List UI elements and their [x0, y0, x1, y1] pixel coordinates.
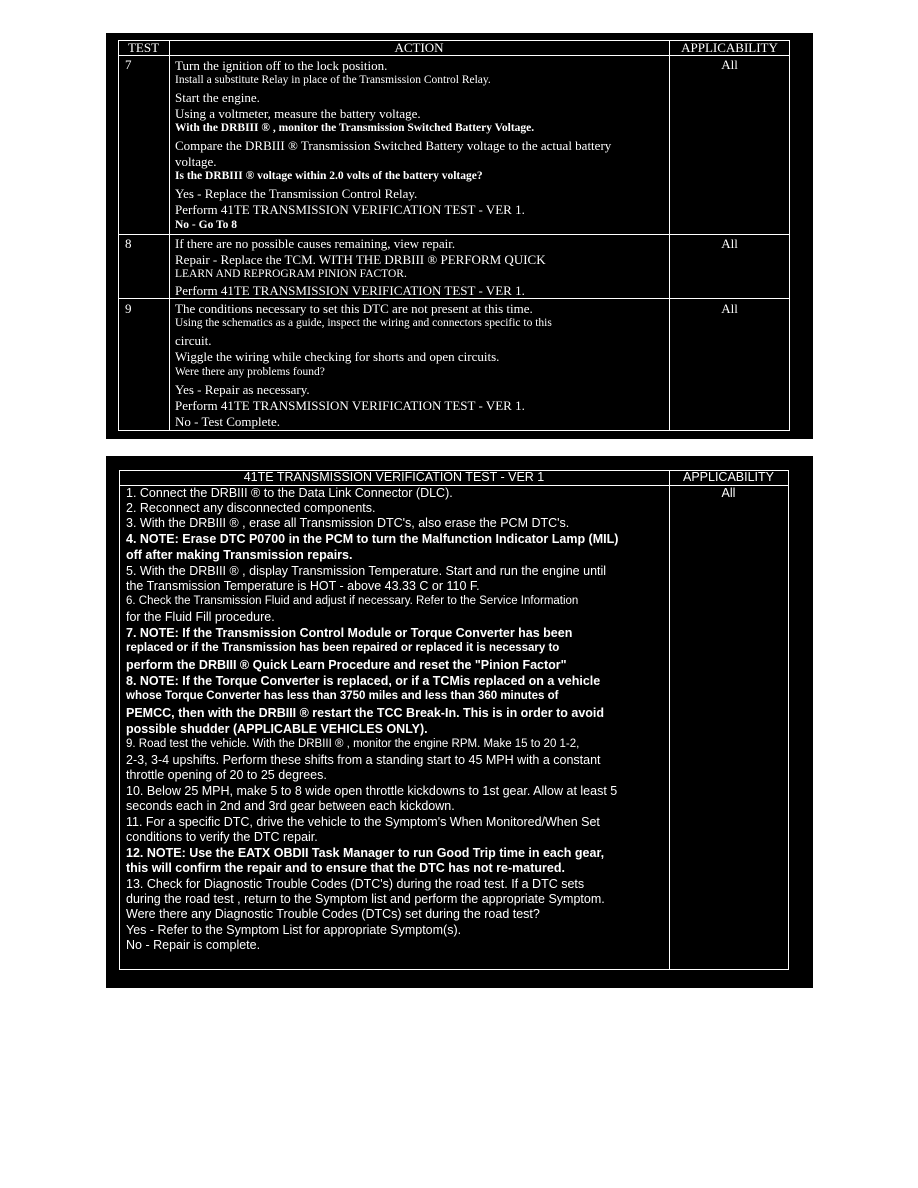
applicability-value: All — [721, 486, 736, 500]
step-line: 1. Connect the DRBIII ® to the Data Link Connector (DLC). — [126, 486, 453, 500]
header-applicability: APPLICABILITY — [681, 40, 778, 55]
step-line: 13. Check for Diagnostic Trouble Codes (DTC's) during the road test. If a DTC sets — [126, 877, 585, 891]
column-divider — [669, 470, 670, 970]
action-line: Compare the DRBIII ® Transmission Switched Battery voltage to the actual battery — [175, 138, 612, 153]
step-line: this will confirm the repair and to ensure that the DTC has not re-matured. — [126, 861, 565, 875]
verification-test-table — [106, 456, 813, 988]
action-line: Perform 41TE TRANSMISSION VERIFICATION TEST - VER 1. — [175, 283, 525, 298]
row-divider — [118, 234, 790, 235]
step-line: conditions to verify the DTC repair. — [126, 830, 318, 844]
action-line: Yes - Replace the Transmission Control Relay. — [175, 186, 418, 201]
action-line: No - Test Complete. — [175, 414, 281, 429]
header-applicability: APPLICABILITY — [682, 470, 774, 484]
table-border — [119, 470, 120, 970]
applicability-value: All — [721, 236, 738, 251]
step-line: whose Torque Converter has less than 3750 miles and less than 360 minutes of — [126, 690, 559, 702]
action-line: If there are no possible causes remaining, view repair. — [175, 236, 456, 251]
step-line: replaced or if the Transmission has been repaired or replaced it is necessary to — [126, 642, 560, 654]
action-line: No - Go To 8 — [175, 219, 237, 231]
step-line: Were there any Diagnostic Trouble Codes (DTCs) set during the road test? — [126, 907, 540, 921]
table-border — [118, 430, 790, 431]
test-number: 8 — [125, 236, 132, 251]
action-line: The conditions necessary to set this DTC are not present at this time. — [175, 301, 533, 316]
step-line: during the road test , return to the Symptom list and perform the appropriate Symptom. — [126, 892, 605, 906]
table-border — [789, 40, 790, 431]
action-line: Wiggle the wiring while checking for shorts and open circuits. — [175, 349, 500, 364]
action-line: Install a substitute Relay in place of the Transmission Control Relay. — [175, 74, 491, 86]
action-line: LEARN AND REPROGRAM PINION FACTOR. — [175, 268, 407, 280]
header-test: TEST — [127, 40, 160, 55]
header-action: ACTION — [394, 40, 444, 55]
verification-test-title: 41TE TRANSMISSION VERIFICATION TEST - VER 1 — [243, 470, 545, 484]
test-number: 9 — [125, 301, 132, 316]
step-line: possible shudder (APPLICABLE VEHICLES ONLY). — [126, 722, 428, 736]
applicability-value: All — [721, 301, 738, 316]
step-line: 3. With the DRBIII ® , erase all Transmission DTC's, also erase the PCM DTC's. — [126, 516, 570, 530]
row-divider — [118, 298, 790, 299]
step-line: perform the DRBIII ® Quick Learn Procedure and reset the "Pinion Factor" — [126, 658, 567, 672]
step-line: 9. Road test the vehicle. With the DRBIII ® , monitor the engine RPM. Make 15 to 20 1-2, — [126, 738, 580, 750]
step-line: throttle opening of 20 to 25 degrees. — [126, 768, 327, 782]
action-line: Perform 41TE TRANSMISSION VERIFICATION TEST - VER 1. — [175, 398, 525, 413]
step-line: 10. Below 25 MPH, make 5 to 8 wide open throttle kickdowns to 1st gear. Allow at least 5 — [126, 784, 618, 798]
action-line: Using a voltmeter, measure the battery voltage. — [175, 106, 421, 121]
action-line: circuit. — [175, 333, 212, 348]
table-border — [118, 40, 119, 431]
action-line: With the DRBIII ® , monitor the Transmission Switched Battery Voltage. — [175, 122, 535, 134]
action-line: Repair - Replace the TCM. WITH THE DRBIII ® PERFORM QUICK — [175, 252, 546, 267]
step-line: 11. For a specific DTC, drive the vehicle to the Symptom's When Monitored/When Set — [126, 815, 600, 829]
action-line: Using the schematics as a guide, inspect the wiring and connectors specific to this — [175, 317, 552, 329]
step-line: off after making Transmission repairs. — [126, 548, 353, 562]
action-line: Yes - Repair as necessary. — [175, 382, 310, 397]
step-line: 2. Reconnect any disconnected components. — [126, 501, 376, 515]
table-border — [119, 969, 789, 970]
step-line: for the Fluid Fill procedure. — [126, 610, 275, 624]
step-line: 6. Check the Transmission Fluid and adjust if necessary. Refer to the Service Information — [126, 595, 579, 607]
table-border — [788, 470, 789, 970]
step-line: 7. NOTE: If the Transmission Control Module or Torque Converter has been — [126, 626, 573, 640]
action-line: Perform 41TE TRANSMISSION VERIFICATION TEST - VER 1. — [175, 202, 525, 217]
action-line: Is the DRBIII ® voltage within 2.0 volts of the battery voltage? — [175, 170, 483, 182]
step-line: 8. NOTE: If the Torque Converter is replaced, or if a TCMis replaced on a vehicle — [126, 674, 601, 688]
diagnostic-test-table — [106, 33, 813, 439]
action-line: Were there any problems found? — [175, 366, 325, 378]
action-line: voltage. — [175, 154, 217, 169]
applicability-value: All — [721, 57, 738, 72]
step-line: Yes - Refer to the Symptom List for appropriate Symptom(s). — [126, 923, 462, 937]
step-line: 4. NOTE: Erase DTC P0700 in the PCM to turn the Malfunction Indicator Lamp (MIL) — [126, 532, 619, 546]
test-number: 7 — [125, 57, 132, 72]
column-divider — [669, 40, 670, 431]
action-line: Turn the ignition off to the lock position. — [175, 58, 388, 73]
step-line: 2-3, 3-4 upshifts. Perform these shifts from a standing start to 45 MPH with a constant — [126, 753, 601, 767]
step-line: No - Repair is complete. — [126, 938, 261, 952]
row-divider — [118, 55, 790, 56]
step-line: 5. With the DRBIII ® , display Transmission Temperature. Start and run the engine until — [126, 564, 607, 578]
step-line: PEMCC, then with the DRBIII ® restart the TCC Break-In. This is in order to avoid — [126, 706, 605, 720]
step-line: the Transmission Temperature is HOT - above 43.33 C or 110 F. — [126, 579, 480, 593]
step-line: 12. NOTE: Use the EATX OBDII Task Manager to run Good Trip time in each gear, — [126, 846, 605, 860]
step-line: seconds each in 2nd and 3rd gear between each kickdown. — [126, 799, 455, 813]
action-line: Start the engine. — [175, 90, 260, 105]
column-divider — [169, 40, 170, 431]
